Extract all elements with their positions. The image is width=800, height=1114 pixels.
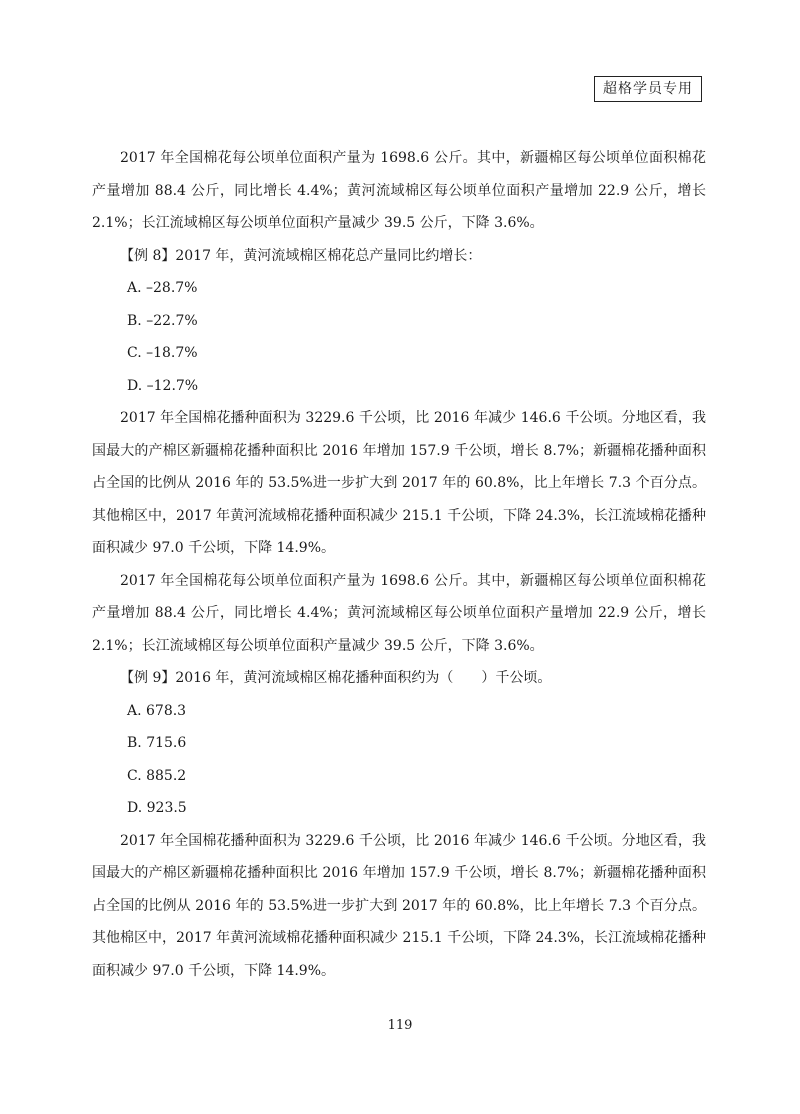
page-content [92, 142, 706, 987]
question-8-option-a: A. –28.7% [127, 280, 198, 296]
paragraph-area-2: 2017 年全国棉花播种面积为 3229.6 千公顷，比 2016 年减少 146.6 千公顷。分地区看，我国最大的产棉区新疆棉花播种面积比 2016 年增加 157.9 千公顷，增长 8.7%；新疆棉花播种面积占全国的比例从 2016 年的 53.5%进一步扩大到 2017 年的 60.8%，比上年增长 7.3 个百分点。其他棉区中，2017 年黄河流域棉花播种面积减少 215.1 千公顷，下降 24.3%，长江流域棉花播种面积减少 97.0 千公顷，下降 14.9%。 [92, 832, 706, 979]
question-8-option-b: B. –22.7% [127, 312, 198, 329]
question-9-option-c: C. 885.2 [127, 767, 187, 784]
exclusive-badge: 超格学员专用 [594, 76, 702, 102]
question-9-title: 【例 9】2016 年，黄河流域棉区棉花播种面积约为（ ）千公顷。 [120, 670, 552, 686]
question-8-title: 【例 8】2017 年，黄河流域棉区棉花总产量同比约增长： [120, 247, 482, 264]
paragraph-area-1: 2017 年全国棉花播种面积为 3229.6 千公顷，比 2016 年减少 146.6 千公顷。分地区看，我国最大的产棉区新疆棉花播种面积比 2016 年增加 157.9 千公顷，增长 8.7%；新疆棉花播种面积占全国的比例从 2016 年的 53.5%进一步扩大到 2017 年的 60.8%，比上年增长 7.3 个百分点。其他棉区中，2017 年黄河流域棉花播种面积减少 215.1 千公顷，下降 24.3%，长江流域棉花播种面积减少 97.0 千公顷，下降 14.9%。 [92, 410, 706, 556]
paragraph-yield-2: 2017 年全国棉花每公顷单位面积产量为 1698.6 公斤。其中，新疆棉区每公顷单位面积棉花产量增加 88.4 公斤，同比增长 4.4%；黄河流域棉区每公顷单位面积产量增加 22.9 公斤，增长 2.1%；长江流域棉区每公顷单位面积产量减少 39.5 公斤，下降 3.6%。 [92, 572, 706, 654]
question-8-option-c: C. –18.7% [127, 345, 198, 361]
question-9-option-d: D. 923.5 [127, 800, 187, 816]
question-9-option-a: A. 678.3 [127, 702, 187, 719]
paragraph-yield-1: 2017 年全国棉花每公顷单位面积产量为 1698.6 公斤。其中，新疆棉区每公顷单位面积棉花产量增加 88.4 公斤，同比增长 4.4%；黄河流域棉区每公顷单位面积产量增加 22.9 公斤，增长 2.1%；长江流域棉区每公顷单位面积产量减少 39.5 公斤，下降 3.6%。 [92, 150, 706, 231]
question-8-option-d: D. –12.7% [127, 377, 199, 394]
question-9-option-b: B. 715.6 [127, 735, 187, 751]
page-number: 119 [387, 1018, 413, 1033]
